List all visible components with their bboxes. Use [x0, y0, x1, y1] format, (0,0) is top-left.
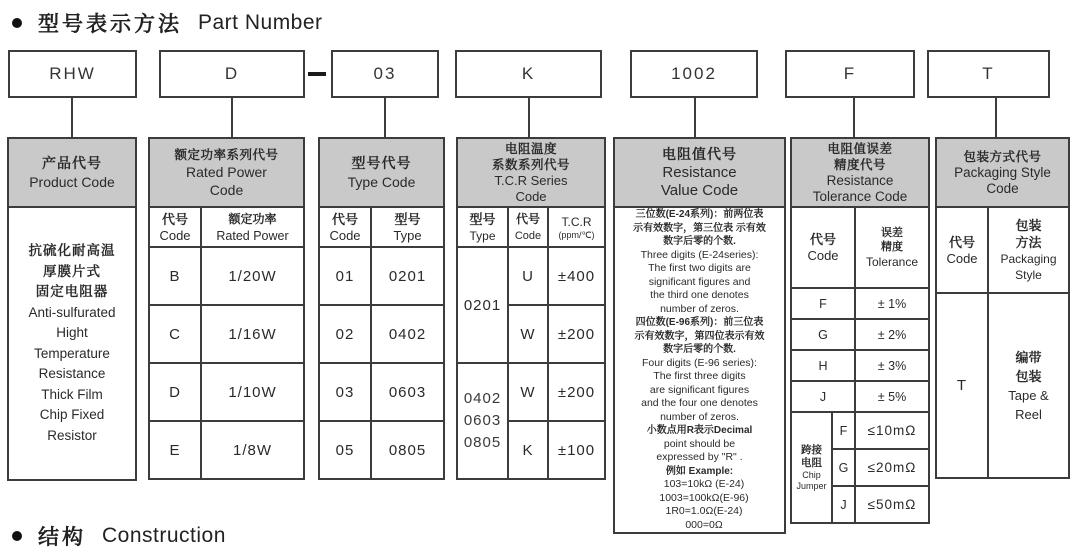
- packaging-value-cell: [988, 293, 1069, 478]
- tcr-code-cell: W: [508, 305, 548, 363]
- tcr-code-cell: U: [508, 247, 548, 305]
- tcr-code-cell: K: [508, 421, 548, 479]
- tcr-type-cell: 0201: [457, 247, 508, 363]
- rated-power-subheader-code: [149, 207, 201, 247]
- type-subheader-type: [371, 207, 444, 247]
- chip-jumper-en2: Jumper: [796, 480, 827, 491]
- resistance-desc-line: point should be: [663, 437, 736, 450]
- subheader-en: Code: [159, 227, 191, 243]
- page-title-en: Part Number: [198, 11, 323, 34]
- tcr-type-line: 0805: [463, 434, 502, 451]
- jumper-value-cell: ≤50mΩ: [855, 486, 929, 523]
- tcr-type-line: 0402: [463, 390, 502, 407]
- connector-line: [995, 97, 997, 138]
- connector-line: [694, 97, 696, 138]
- power-value-cell: 1/16W: [201, 305, 304, 363]
- tolerance-value-cell: ± 3%: [855, 350, 929, 381]
- tcr-header-en2: Code: [515, 188, 547, 204]
- rated-power-header-en: Rated Power: [186, 163, 267, 180]
- type-subheader-code: [319, 207, 371, 247]
- resistance-desc-line: number of zeros.: [660, 302, 739, 315]
- tolerance-header-zh1: 电阻值误差: [827, 141, 893, 156]
- product-desc-line: 固定电阻器: [35, 284, 109, 299]
- resistance-example-line: 1R0=1.0Ω(E-24): [665, 505, 743, 517]
- packaging-value-zh2: 包装: [1015, 368, 1042, 384]
- resistance-example-line: 103=10kΩ (E-24): [663, 478, 745, 490]
- resistance-desc-line: and the four one denotes: [641, 397, 758, 409]
- product-desc-line: Resistor: [47, 427, 97, 443]
- tcr-value-cell: ±100: [548, 421, 605, 479]
- power-code-cell: D: [149, 363, 201, 421]
- type-value-cell: 0603: [371, 363, 444, 421]
- power-value-cell: 1/8W: [201, 421, 304, 479]
- resistance-desc-line: significant figures and: [648, 275, 751, 288]
- resistance-desc-line: 小数点用R表示Decimal: [646, 425, 753, 436]
- tcr-value-cell: ±400: [548, 247, 605, 305]
- resistance-example-line: 1003=100kΩ(E-96): [659, 491, 749, 504]
- tolerance-value-cell: ± 1%: [855, 288, 929, 319]
- page-title: [12, 8, 323, 38]
- tcr-code-cell: W: [508, 363, 548, 421]
- subheader-en: Code: [807, 248, 839, 263]
- product-desc-line: 抗硫化耐高温: [28, 243, 116, 258]
- part-box-resistance: 1002: [630, 50, 758, 98]
- bullet-icon: [12, 18, 22, 28]
- subheader-zh: 误差: [881, 226, 903, 239]
- subheader-zh: 型号: [469, 211, 496, 227]
- product-code-column: [7, 137, 137, 481]
- power-code-cell: B: [149, 247, 201, 305]
- type-code-cell: 05: [319, 421, 371, 479]
- product-desc-line: Chip Fixed: [39, 407, 105, 422]
- tcr-value-cell: ±200: [548, 305, 605, 363]
- resistance-header-en1: Resistance: [662, 164, 737, 181]
- construction-title-en: Construction: [102, 524, 226, 547]
- tolerance-header-en1: Resistance: [826, 172, 894, 188]
- subheader-en2: Style: [1015, 268, 1042, 282]
- resistance-desc-line: 三位数(E-24系列)：前两位表: [635, 209, 764, 220]
- part-box-power: D: [159, 50, 305, 98]
- type-value-cell: 0201: [371, 247, 444, 305]
- packaging-subheader-code: [936, 207, 988, 293]
- resistance-example-line: 000=0Ω: [685, 518, 723, 531]
- tolerance-header: [791, 138, 929, 207]
- tcr-series-column: [456, 137, 604, 480]
- subheader-zh: 代号: [161, 211, 188, 227]
- part-box-packaging: T: [927, 50, 1050, 98]
- resistance-desc-line: are significant figures: [649, 383, 750, 396]
- subheader-en: Code: [514, 229, 542, 242]
- tcr-subheader-type: [457, 207, 508, 247]
- product-desc-line: Hight: [56, 325, 88, 340]
- type-code-header-en: Type Code: [347, 174, 416, 190]
- hyphen-connector: [308, 72, 326, 76]
- tcr-type-cell-group: [457, 363, 508, 479]
- power-value-cell: 1/20W: [201, 247, 304, 305]
- resistance-desc-line: 例如 Example:: [665, 465, 734, 477]
- subheader-zh: 型号: [394, 211, 421, 227]
- type-code-column: [318, 137, 443, 480]
- product-desc-line: 厚膜片式: [43, 263, 101, 279]
- resistance-header-zh: 电阻值代号: [662, 146, 737, 162]
- packaging-header: [936, 138, 1069, 207]
- power-code-cell: E: [149, 421, 201, 479]
- jumper-code-cell: G: [832, 449, 855, 486]
- resistance-desc-line: The first two digits are: [648, 262, 751, 274]
- tcr-header-en1: T.C.R Series: [494, 172, 568, 188]
- jumper-value-cell: ≤20mΩ: [855, 449, 929, 486]
- resistance-desc-line: 示有效数字，第三位表 示有效: [633, 222, 766, 234]
- resistance-desc-line: expressed by "R" .: [656, 451, 743, 463]
- tolerance-header-zh2: 精度代号: [833, 157, 886, 172]
- chip-jumper-zh2: 电阻: [801, 456, 822, 469]
- construction-title: [12, 521, 226, 551]
- subheader-en: Type: [393, 227, 422, 243]
- subheader-zh: 代号: [515, 211, 540, 226]
- subheader-en: Code: [946, 250, 978, 266]
- rated-power-header-en2: Code: [209, 181, 244, 198]
- resistance-value-column: [613, 137, 786, 534]
- resistance-desc-line: number of zeros.: [660, 410, 739, 423]
- connector-line: [528, 97, 530, 138]
- packaging-header-zh: 包装方式代号: [963, 149, 1042, 164]
- subheader-zh2: 方法: [1015, 235, 1042, 250]
- product-desc-line: Resistance: [38, 366, 106, 381]
- resistance-desc-line: Four digits (E-96 series):: [642, 356, 757, 369]
- tolerance-value-cell: ± 2%: [855, 319, 929, 350]
- power-value-cell: 1/10W: [201, 363, 304, 421]
- type-value-cell: 0805: [371, 421, 444, 479]
- subheader-en: Type: [469, 228, 496, 243]
- jumper-code-cell: F: [832, 412, 855, 449]
- product-desc-line: Anti-sulfurated: [28, 304, 116, 320]
- part-box-type: 03: [331, 50, 439, 98]
- resistance-desc-line: Three digits (E-24series):: [640, 248, 759, 261]
- packaging-subheader-style: [988, 207, 1069, 293]
- page-title-zh: 型号表示方法: [38, 13, 182, 36]
- product-code-description: [8, 207, 136, 480]
- tolerance-value-cell: ± 5%: [855, 381, 929, 412]
- subheader-zh: 代号: [809, 232, 836, 247]
- connector-line: [231, 97, 233, 138]
- resistance-desc-line: 数字后零的个数.: [663, 236, 736, 247]
- tolerance-code-cell: G: [791, 319, 855, 350]
- tcr-header: [457, 138, 605, 207]
- tolerance-column: [790, 137, 928, 524]
- chip-jumper-label: [791, 412, 832, 523]
- bullet-icon: [12, 531, 22, 541]
- type-code-cell: 02: [319, 305, 371, 363]
- tcr-subheader-tcr: [548, 207, 605, 247]
- type-code-header: [319, 138, 444, 207]
- product-desc-line: Thick Film: [41, 386, 103, 402]
- jumper-code-cell: J: [832, 486, 855, 523]
- tolerance-subheader-code: [791, 207, 855, 288]
- tolerance-header-en2: Tolerance Code: [812, 188, 908, 204]
- tcr-value-cell: ±200: [548, 363, 605, 421]
- resistance-desc-line: The first three digits: [653, 370, 746, 382]
- connector-line: [853, 97, 855, 138]
- part-box-tolerance: F: [785, 50, 915, 98]
- packaging-value-en2: Reel: [1015, 406, 1042, 422]
- packaging-code-cell: T: [936, 293, 988, 478]
- product-desc-line: Temperature: [34, 345, 110, 361]
- chip-jumper-en1: Chip: [802, 469, 821, 480]
- rated-power-header-zh: 额定功率系列代号: [174, 147, 279, 162]
- packaging-header-en1: Packaging Style: [954, 164, 1051, 180]
- packaging-header-en2: Code: [986, 180, 1019, 196]
- tolerance-code-cell: F: [791, 288, 855, 319]
- tolerance-subheader-value: [855, 207, 929, 288]
- packaging-column: [935, 137, 1068, 479]
- resistance-desc-line: 示有效数字，第四位表示有效: [634, 330, 765, 342]
- connector-line: [384, 97, 386, 138]
- type-code-header-zh: 型号代号: [351, 155, 412, 171]
- resistance-desc-line: 四位数(E-96系列)：前三位表: [635, 317, 764, 328]
- tcr-subheader-code: [508, 207, 548, 247]
- power-code-cell: C: [149, 305, 201, 363]
- jumper-value-cell: ≤10mΩ: [855, 412, 929, 449]
- subheader-zh: 代号: [948, 234, 975, 250]
- resistance-desc-line: the third one denotes: [650, 289, 749, 301]
- type-code-cell: 01: [319, 247, 371, 305]
- type-value-cell: 0402: [371, 305, 444, 363]
- resistance-header-en2: Value Code: [660, 182, 739, 199]
- chip-jumper-zh1: 跨接: [801, 443, 822, 456]
- subheader-en: Code: [329, 227, 361, 243]
- subheader-zh: 额定功率: [228, 211, 277, 226]
- resistance-value-description: [614, 207, 785, 533]
- part-box-tcr: K: [455, 50, 602, 98]
- tcr-type-line: 0603: [463, 412, 502, 429]
- subheader-zh: 代号: [331, 211, 358, 227]
- rated-power-header: [149, 138, 304, 207]
- rated-power-column: [148, 137, 303, 480]
- subheader-en: Packaging: [1000, 252, 1057, 266]
- tcr-header-zh2: 系数系列代号: [491, 157, 570, 172]
- subheader-unit: (ppm/℃): [558, 229, 595, 240]
- connector-line: [71, 97, 73, 138]
- subheader-en: T.C.R: [561, 214, 592, 229]
- subheader-zh: 包装: [1015, 218, 1042, 233]
- subheader-en: Rated Power: [216, 228, 289, 243]
- tolerance-code-cell: H: [791, 350, 855, 381]
- product-code-header-en: Product Code: [29, 174, 115, 190]
- subheader-en: Tolerance: [865, 254, 919, 269]
- rated-power-subheader-value: [201, 207, 304, 247]
- packaging-value-en1: Tape &: [1008, 387, 1049, 403]
- tolerance-code-cell: J: [791, 381, 855, 412]
- part-box-product: RHW: [8, 50, 137, 98]
- construction-title-zh: 结构: [38, 526, 86, 549]
- packaging-value-zh1: 编带: [1015, 349, 1042, 365]
- tcr-header-zh1: 电阻温度: [504, 141, 557, 156]
- product-code-header-zh: 产品代号: [42, 155, 102, 171]
- type-code-cell: 03: [319, 363, 371, 421]
- product-code-header: [8, 138, 136, 207]
- subheader-zh2: 精度: [881, 240, 903, 253]
- resistance-value-header: [614, 138, 785, 207]
- resistance-desc-line: 数字后零的个数.: [663, 344, 736, 355]
